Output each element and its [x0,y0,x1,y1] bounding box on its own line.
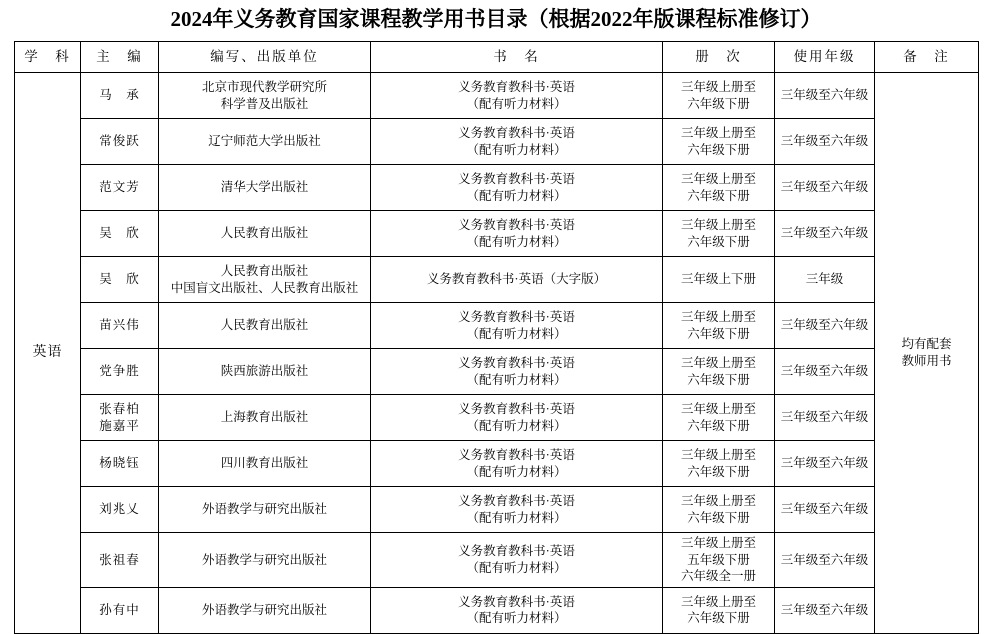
publisher-line-1: 人民教育出版社 [220,264,309,279]
table-header-row [15,42,979,73]
volume-line-1: 三年级上册至 [680,218,756,233]
bookname-line-1: 义务教育教科书·英语 [458,544,575,559]
table-row [15,119,979,165]
table-row [15,587,979,633]
editor-line-2: 施嘉平 [99,418,140,433]
volume-cell [663,587,775,633]
volume-line-3: 六年级全一册 [680,569,756,584]
bookname-line-1: 义务教育教科书·英语 [458,126,575,141]
publisher-line-2: 科学普及出版社 [220,96,309,111]
bookname-cell [371,533,663,588]
column-header-volume: 册 次 [663,42,775,73]
volume-line-2: 六年级下册 [687,234,750,249]
subject-cell: 英语 [15,73,81,634]
volume-cell [663,73,775,119]
bookname-cell [371,119,663,165]
publisher-cell: 清华大学出版社 [159,165,371,211]
grade-cell: 三年级至六年级 [775,165,875,211]
publisher-cell: 上海教育出版社 [159,395,371,441]
column-header-editor: 主 编 [81,42,159,73]
editor-cell: 苗兴伟 [81,303,159,349]
grade-cell: 三年级至六年级 [775,395,875,441]
editor-cell: 刘兆乂 [81,487,159,533]
bookname-line-1: 义务教育教科书·英语 [458,594,575,609]
table-body [15,73,979,634]
volume-line-2: 六年级下册 [687,418,750,433]
publisher-cell: 外语教学与研究出版社 [159,587,371,633]
volume-line-1: 三年级上册至 [680,80,756,95]
bookname-line-2: （配有听力材料） [466,418,567,433]
volume-line-2: 五年级下册 [687,552,750,567]
table-row [15,165,979,211]
publisher-cell [159,257,371,303]
editor-cell: 党争胜 [81,349,159,395]
editor-cell [81,395,159,441]
editor-cell: 张祖春 [81,533,159,588]
column-header-remark: 备 注 [875,42,979,73]
bookname-line-2: （配有听力材料） [466,464,567,479]
table-row [15,211,979,257]
remark-line-1: 均有配套 [901,337,952,352]
bookname-cell [371,441,663,487]
page-title: 2024年义务教育国家课程教学用书目录（根据2022年版课程标准修订） [170,7,822,31]
bookname-line-2: （配有听力材料） [466,142,567,157]
bookname-cell [371,487,663,533]
publisher-cell: 人民教育出版社 [159,303,371,349]
volume-cell [663,349,775,395]
table-row [15,487,979,533]
bookname-line-1: 义务教育教科书·英语 [458,448,575,463]
grade-cell: 三年级至六年级 [775,119,875,165]
publisher-line-1: 北京市现代教学研究所 [201,80,327,95]
textbook-catalog-table [14,41,979,634]
publisher-cell: 陕西旅游出版社 [159,349,371,395]
volume-line-2: 六年级下册 [687,326,750,341]
volume-line-1: 三年级上册至 [680,536,756,551]
table-header [15,42,979,73]
bookname-line-2: （配有听力材料） [466,510,567,525]
bookname-line-1: 义务教育教科书·英语 [458,494,575,509]
bookname-line-2: （配有听力材料） [466,188,567,203]
grade-cell: 三年级至六年级 [775,73,875,119]
volume-line-1: 三年级上册至 [680,494,756,509]
volume-cell [663,395,775,441]
volume-line-1: 三年级上册至 [680,126,756,141]
column-header-bookname: 书 名 [371,42,663,73]
publisher-cell: 辽宁师范大学出版社 [159,119,371,165]
bookname-line-2: （配有听力材料） [466,611,567,626]
table-row [15,257,979,303]
bookname-line-1: 义务教育教科书·英语 [458,356,575,371]
volume-line-2: 六年级下册 [687,372,750,387]
volume-line-2: 六年级下册 [687,142,750,157]
volume-cell [663,119,775,165]
column-header-subject: 学 科 [15,42,81,73]
volume-cell [663,165,775,211]
volume-line-2: 六年级下册 [687,188,750,203]
column-header-publisher: 编写、出版单位 [159,42,371,73]
volume-cell [663,211,775,257]
volume-line-2: 六年级下册 [687,611,750,626]
table-container [14,41,978,634]
bookname-cell [371,165,663,211]
grade-cell: 三年级 [775,257,875,303]
publisher-line-2: 中国盲文出版社、人民教育出版社 [170,280,359,295]
table-row [15,395,979,441]
editor-cell: 杨晓钰 [81,441,159,487]
volume-cell [663,441,775,487]
remark-cell [875,73,979,634]
bookname-line-1: 义务教育教科书·英语 [458,172,575,187]
publisher-cell: 外语教学与研究出版社 [159,487,371,533]
grade-cell: 三年级至六年级 [775,441,875,487]
publisher-cell: 人民教育出版社 [159,211,371,257]
bookname-line-1: 义务教育教科书·英语 [458,218,575,233]
remark-line-2: 教师用书 [901,353,952,368]
grade-cell: 三年级至六年级 [775,487,875,533]
grade-cell: 三年级至六年级 [775,533,875,588]
bookname-cell [371,303,663,349]
bookname-cell [371,395,663,441]
editor-cell: 范文芳 [81,165,159,211]
volume-cell [663,533,775,588]
editor-line-1: 张春柏 [99,402,140,417]
volume-line-1: 三年级上册至 [680,356,756,371]
bookname-line-1: 义务教育教科书·英语 [458,310,575,325]
bookname-line-2: （配有听力材料） [466,372,567,387]
bookname-cell [371,211,663,257]
volume-cell: 三年级上下册 [663,257,775,303]
bookname-cell [371,73,663,119]
volume-line-1: 三年级上册至 [680,594,756,609]
volume-line-2: 六年级下册 [687,96,750,111]
volume-line-2: 六年级下册 [687,464,750,479]
editor-cell: 孙有中 [81,587,159,633]
bookname-cell [371,349,663,395]
editor-cell: 吴 欣 [81,257,159,303]
bookname-line-2: （配有听力材料） [466,234,567,249]
grade-cell: 三年级至六年级 [775,303,875,349]
publisher-cell [159,73,371,119]
bookname-line-2: （配有听力材料） [466,96,567,111]
bookname-line-2: （配有听力材料） [466,326,567,341]
volume-line-2: 六年级下册 [687,510,750,525]
volume-cell [663,487,775,533]
table-row [15,533,979,588]
grade-cell: 三年级至六年级 [775,587,875,633]
bookname-cell [371,587,663,633]
bookname-line-1: 义务教育教科书·英语 [458,80,575,95]
grade-cell: 三年级至六年级 [775,211,875,257]
table-row [15,441,979,487]
editor-cell: 吴 欣 [81,211,159,257]
bookname-line-2: （配有听力材料） [466,560,567,575]
bookname-cell: 义务教育教科书·英语（大字版） [371,257,663,303]
publisher-cell: 外语教学与研究出版社 [159,533,371,588]
editor-cell: 常俊跃 [81,119,159,165]
volume-line-1: 三年级上册至 [680,172,756,187]
volume-cell [663,303,775,349]
publisher-cell: 四川教育出版社 [159,441,371,487]
volume-line-1: 三年级上册至 [680,448,756,463]
table-row [15,73,979,119]
editor-cell: 马 承 [81,73,159,119]
volume-line-1: 三年级上册至 [680,402,756,417]
column-header-grade: 使用年级 [775,42,875,73]
table-row [15,303,979,349]
volume-line-1: 三年级上册至 [680,310,756,325]
bookname-line-1: 义务教育教科书·英语 [458,402,575,417]
table-row [15,349,979,395]
grade-cell: 三年级至六年级 [775,349,875,395]
